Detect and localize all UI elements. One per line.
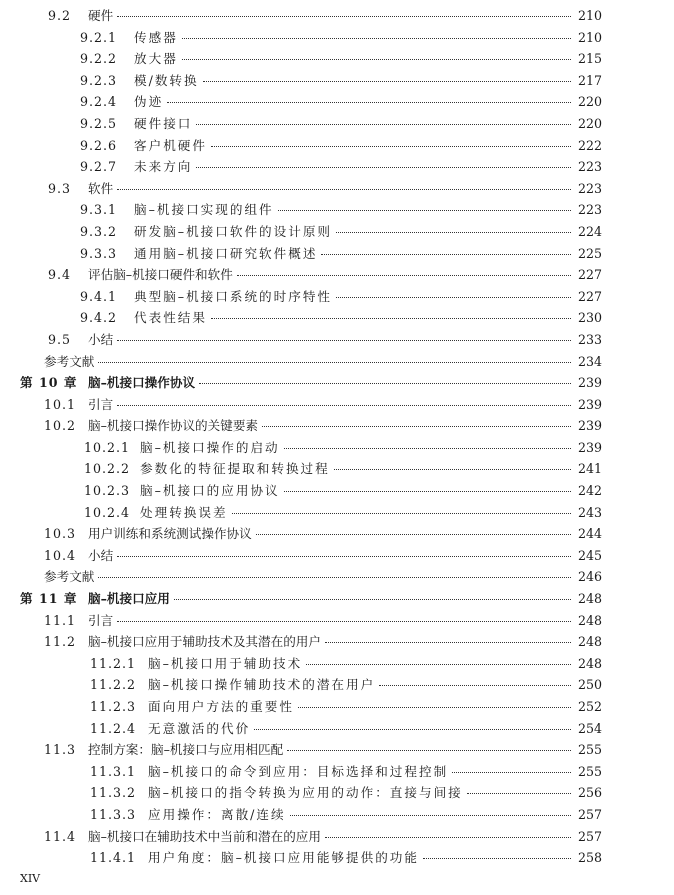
toc-entry[interactable] xyxy=(0,739,674,761)
toc-entry-number: 11.2.4 xyxy=(90,720,137,736)
toc-entry-number: 10.4 xyxy=(44,547,77,563)
toc-entry-number: 9.3.3 xyxy=(80,245,118,261)
toc-entry[interactable] xyxy=(0,826,674,848)
toc-entry[interactable] xyxy=(0,5,674,27)
toc-entry[interactable] xyxy=(0,27,674,49)
toc-entry-page: 233 xyxy=(577,331,602,347)
toc-entry-title: 代表性结果 xyxy=(134,310,207,326)
toc-entry[interactable] xyxy=(0,286,674,308)
toc-entry[interactable] xyxy=(0,674,674,696)
toc-entry-title: 无意激活的代价 xyxy=(148,720,251,736)
toc-entry-number: 11.3.3 xyxy=(90,806,137,822)
toc-entry-title: 脑–机接口的命令到应用：目标选择和过程控制 xyxy=(148,763,449,779)
toc-entry-number: 11.4 xyxy=(44,828,77,844)
toc-entry-title: 参考文献 xyxy=(44,569,95,585)
toc-entry[interactable] xyxy=(0,718,674,740)
toc-entry-page: 239 xyxy=(577,418,602,434)
toc-entry-number: 9.2.3 xyxy=(80,72,118,88)
toc-entry-page: 258 xyxy=(577,850,602,866)
toc-entry-title: 伪迹 xyxy=(134,94,164,110)
toc-entry-number: 9.2.6 xyxy=(80,137,118,153)
toc-entry-number: 10.2.3 xyxy=(84,483,131,499)
toc-entry-number: 9.2.1 xyxy=(80,29,118,45)
toc-entry-number: 9.2.2 xyxy=(80,51,118,67)
dot-leader xyxy=(117,556,571,557)
toc-entry-page: 243 xyxy=(577,504,602,520)
toc-entry-number: 9.3.2 xyxy=(80,223,118,239)
toc-entry-page: 210 xyxy=(577,29,602,45)
toc-entry-number: 9.3 xyxy=(48,180,72,196)
toc-entry-title: 脑–机接口操作协议的关键要素 xyxy=(88,418,259,434)
dot-leader xyxy=(325,642,571,643)
toc-entry-number: 9.2.7 xyxy=(80,159,118,175)
dot-leader xyxy=(117,405,571,406)
toc-entry-page: 257 xyxy=(577,806,602,822)
toc-entry-title: 传感器 xyxy=(134,29,178,45)
toc-entry-title: 用户训练和系统测试操作协议 xyxy=(88,526,252,542)
dot-leader xyxy=(211,318,571,319)
dot-leader xyxy=(336,297,571,298)
toc-entry-page: 255 xyxy=(577,763,602,779)
toc-entry-title: 小结 xyxy=(88,331,114,347)
toc-entry-page: 217 xyxy=(577,72,602,88)
dot-leader xyxy=(284,491,571,492)
toc-entry-page: 220 xyxy=(577,115,602,131)
toc-entry[interactable] xyxy=(0,545,674,567)
toc-entry[interactable] xyxy=(0,199,674,221)
toc-entry-title: 用户角度：脑–机接口应用能够提供的功能 xyxy=(148,850,419,866)
toc-entry-number: 9.3.1 xyxy=(80,202,118,218)
dot-leader xyxy=(117,340,571,341)
toc-entry-number: 11.2.2 xyxy=(90,677,137,693)
toc-entry-page: 239 xyxy=(577,375,602,391)
toc-entry[interactable] xyxy=(0,264,674,286)
toc-entry-page: 257 xyxy=(577,828,602,844)
dot-leader xyxy=(262,426,571,427)
toc-entry-page: 248 xyxy=(577,612,602,628)
toc-entry-title: 脑–机接口操作的启动 xyxy=(140,439,280,455)
toc-entry-number: 10.3 xyxy=(44,526,77,542)
dot-leader xyxy=(467,793,571,794)
dot-leader xyxy=(290,815,571,816)
toc-entry-title: 典型脑–机接口系统的时序特性 xyxy=(134,288,333,304)
dot-leader xyxy=(211,146,571,147)
toc-entry-title: 评估脑–机接口硬件和软件 xyxy=(88,267,233,283)
toc-entry[interactable] xyxy=(0,48,674,70)
dot-leader xyxy=(254,729,571,730)
dot-leader xyxy=(196,124,571,125)
toc-entry[interactable] xyxy=(0,480,674,502)
toc-chapter-entry[interactable] xyxy=(0,588,674,610)
dot-leader xyxy=(321,254,571,255)
dot-leader xyxy=(334,469,571,470)
toc-entry-title: 脑–机接口在辅助技术中当前和潜在的应用 xyxy=(88,828,321,844)
toc-entry-page: 254 xyxy=(577,720,602,736)
toc-entry-page: 225 xyxy=(577,245,602,261)
toc-entry[interactable] xyxy=(0,91,674,113)
dot-leader xyxy=(284,448,571,449)
toc-entry[interactable] xyxy=(0,523,674,545)
toc-entry-title: 脑–机接口操作辅助技术的潜在用户 xyxy=(148,677,376,693)
dot-leader xyxy=(203,81,571,82)
toc-entry-number: 10.2.4 xyxy=(84,504,131,520)
toc-entry-page: 234 xyxy=(577,353,602,369)
dot-leader xyxy=(167,102,571,103)
toc-entry-page: 248 xyxy=(577,655,602,671)
toc-entry-page: 244 xyxy=(577,526,602,542)
toc-entry-number: 11.3.1 xyxy=(90,763,137,779)
toc-references-entry[interactable] xyxy=(0,566,674,588)
toc-entry-page: 223 xyxy=(577,159,602,175)
toc-entry-number: 9.5 xyxy=(48,331,72,347)
toc-chapter-entry[interactable] xyxy=(0,372,674,394)
toc-references-entry[interactable] xyxy=(0,351,674,373)
toc-entry[interactable] xyxy=(0,394,674,416)
toc-entry-title: 小结 xyxy=(88,547,114,563)
toc-entry-number: 9.4.2 xyxy=(80,310,118,326)
toc-entry-number: 9.2 xyxy=(48,8,72,23)
dot-leader xyxy=(117,16,571,17)
toc-entry[interactable] xyxy=(0,329,674,351)
toc-entry-page: 252 xyxy=(577,699,602,714)
toc-entry-title: 参数化的特征提取和转换过程 xyxy=(140,461,330,477)
toc-entry[interactable] xyxy=(0,221,674,243)
toc-entry-page: 222 xyxy=(577,137,602,153)
toc-entry[interactable] xyxy=(0,135,674,157)
toc-entry-page: 250 xyxy=(577,677,602,693)
toc-entry-title: 参考文献 xyxy=(44,353,95,369)
toc-entry-page: 227 xyxy=(577,267,602,283)
dot-leader xyxy=(196,167,571,168)
table-of-contents xyxy=(0,5,674,869)
toc-entry-number: 第 10 章 xyxy=(20,375,78,391)
toc-entry-title: 硬件接口 xyxy=(134,115,193,131)
toc-entry-title: 客户机硬件 xyxy=(134,137,207,153)
toc-entry[interactable] xyxy=(0,243,674,265)
dot-leader xyxy=(174,599,571,600)
toc-entry-number: 11.2 xyxy=(44,634,77,650)
toc-entry[interactable] xyxy=(0,307,674,329)
toc-entry-number: 10.2.2 xyxy=(84,461,131,477)
toc-entry-page: 224 xyxy=(577,223,602,239)
toc-entry-number: 11.2.3 xyxy=(90,699,137,714)
toc-entry[interactable] xyxy=(0,113,674,135)
dot-leader xyxy=(117,189,571,190)
toc-entry-title: 脑–机接口的指令转换为应用的动作：直接与间接 xyxy=(148,785,463,801)
toc-entry-page: 256 xyxy=(577,785,602,801)
dot-leader xyxy=(199,383,571,384)
toc-entry-title: 引言 xyxy=(88,396,114,412)
toc-entry-page: 210 xyxy=(577,8,602,23)
toc-entry-number: 10.1 xyxy=(44,396,77,412)
toc-entry-title: 面向用户方法的重要性 xyxy=(148,699,294,714)
toc-entry-number: 9.2.5 xyxy=(80,115,118,131)
toc-entry-title: 控制方案：脑–机接口与应用相匹配 xyxy=(88,742,284,758)
toc-entry-page: 245 xyxy=(577,547,602,563)
toc-entry-page: 227 xyxy=(577,288,602,304)
toc-entry-page: 223 xyxy=(577,180,602,196)
toc-entry-title: 硬件 xyxy=(88,8,114,23)
toc-entry-page: 230 xyxy=(577,310,602,326)
toc-entry[interactable] xyxy=(0,156,674,178)
dot-leader xyxy=(98,577,571,578)
toc-entry-number: 9.4 xyxy=(48,267,72,283)
toc-entry[interactable] xyxy=(0,804,674,826)
toc-entry-title: 应用操作：离散/连续 xyxy=(148,806,286,822)
toc-entry-number: 第 11 章 xyxy=(20,591,78,607)
toc-entry[interactable] xyxy=(0,502,674,524)
toc-entry-number: 11.2.1 xyxy=(90,655,137,671)
toc-entry[interactable] xyxy=(0,610,674,632)
toc-entry-title: 脑–机接口用于辅助技术 xyxy=(148,655,303,671)
toc-entry-title: 脑–机接口应用于辅助技术及其潜在的用户 xyxy=(88,634,321,650)
dot-leader xyxy=(287,750,571,751)
toc-entry[interactable] xyxy=(0,415,674,437)
dot-leader xyxy=(98,362,571,363)
toc-entry[interactable] xyxy=(0,70,674,92)
dot-leader xyxy=(278,210,571,211)
dot-leader xyxy=(336,232,571,233)
toc-entry-page: 241 xyxy=(577,461,602,477)
page-number-roman: XIV xyxy=(20,872,41,885)
toc-entry-number: 9.2.4 xyxy=(80,94,118,110)
toc-entry-page: 239 xyxy=(577,396,602,412)
toc-entry-title: 脑–机接口的应用协议 xyxy=(140,483,280,499)
toc-entry-page: 255 xyxy=(577,742,602,758)
toc-entry-title: 处理转换误差 xyxy=(140,504,228,520)
dot-leader xyxy=(256,534,571,535)
dot-leader xyxy=(379,685,571,686)
toc-entry-title: 放大器 xyxy=(134,51,178,67)
toc-entry-number: 9.4.1 xyxy=(80,288,118,304)
dot-leader xyxy=(325,837,571,838)
dot-leader xyxy=(423,858,571,859)
toc-entry-title: 脑–机接口操作协议 xyxy=(88,375,196,391)
toc-entry-page: 215 xyxy=(577,51,602,67)
toc-entry[interactable] xyxy=(0,653,674,675)
toc-entry-number: 10.2.1 xyxy=(84,439,131,455)
toc-entry-number: 11.3.2 xyxy=(90,785,137,801)
toc-entry[interactable] xyxy=(0,696,674,718)
dot-leader xyxy=(117,621,571,622)
toc-entry[interactable] xyxy=(0,178,674,200)
toc-entry-title: 脑–机接口实现的组件 xyxy=(134,202,274,218)
dot-leader xyxy=(232,513,571,514)
dot-leader xyxy=(298,707,571,708)
toc-entry-number: 11.3 xyxy=(44,742,77,758)
toc-entry-number: 10.2 xyxy=(44,418,77,434)
toc-entry[interactable] xyxy=(0,761,674,783)
toc-entry[interactable] xyxy=(0,847,674,869)
toc-entry-page: 223 xyxy=(577,202,602,218)
toc-entry[interactable] xyxy=(0,458,674,480)
dot-leader xyxy=(182,38,571,39)
dot-leader xyxy=(452,772,571,773)
toc-entry-number: 11.4.1 xyxy=(90,850,137,866)
toc-entry-number: 11.1 xyxy=(44,612,77,628)
toc-entry-title: 脑–机接口应用 xyxy=(88,591,170,607)
toc-entry-title: 研发脑–机接口软件的设计原则 xyxy=(134,223,333,239)
toc-entry[interactable] xyxy=(0,631,674,653)
toc-entry-title: 通用脑–机接口研究软件概述 xyxy=(134,245,318,261)
dot-leader xyxy=(306,664,571,665)
toc-entry-page: 248 xyxy=(577,591,602,607)
dot-leader xyxy=(182,59,571,60)
toc-entry-page: 242 xyxy=(577,483,602,499)
toc-entry-page: 220 xyxy=(577,94,602,110)
toc-entry-page: 246 xyxy=(577,569,602,585)
toc-entry-page: 248 xyxy=(577,634,602,650)
toc-entry-title: 模/数转换 xyxy=(134,72,199,88)
toc-entry[interactable] xyxy=(0,437,674,459)
toc-entry-title: 引言 xyxy=(88,612,114,628)
toc-entry[interactable] xyxy=(0,782,674,804)
dot-leader xyxy=(237,275,571,276)
toc-entry-title: 软件 xyxy=(88,180,114,196)
toc-entry-title: 未来方向 xyxy=(134,159,193,175)
toc-entry-page: 239 xyxy=(577,439,602,455)
